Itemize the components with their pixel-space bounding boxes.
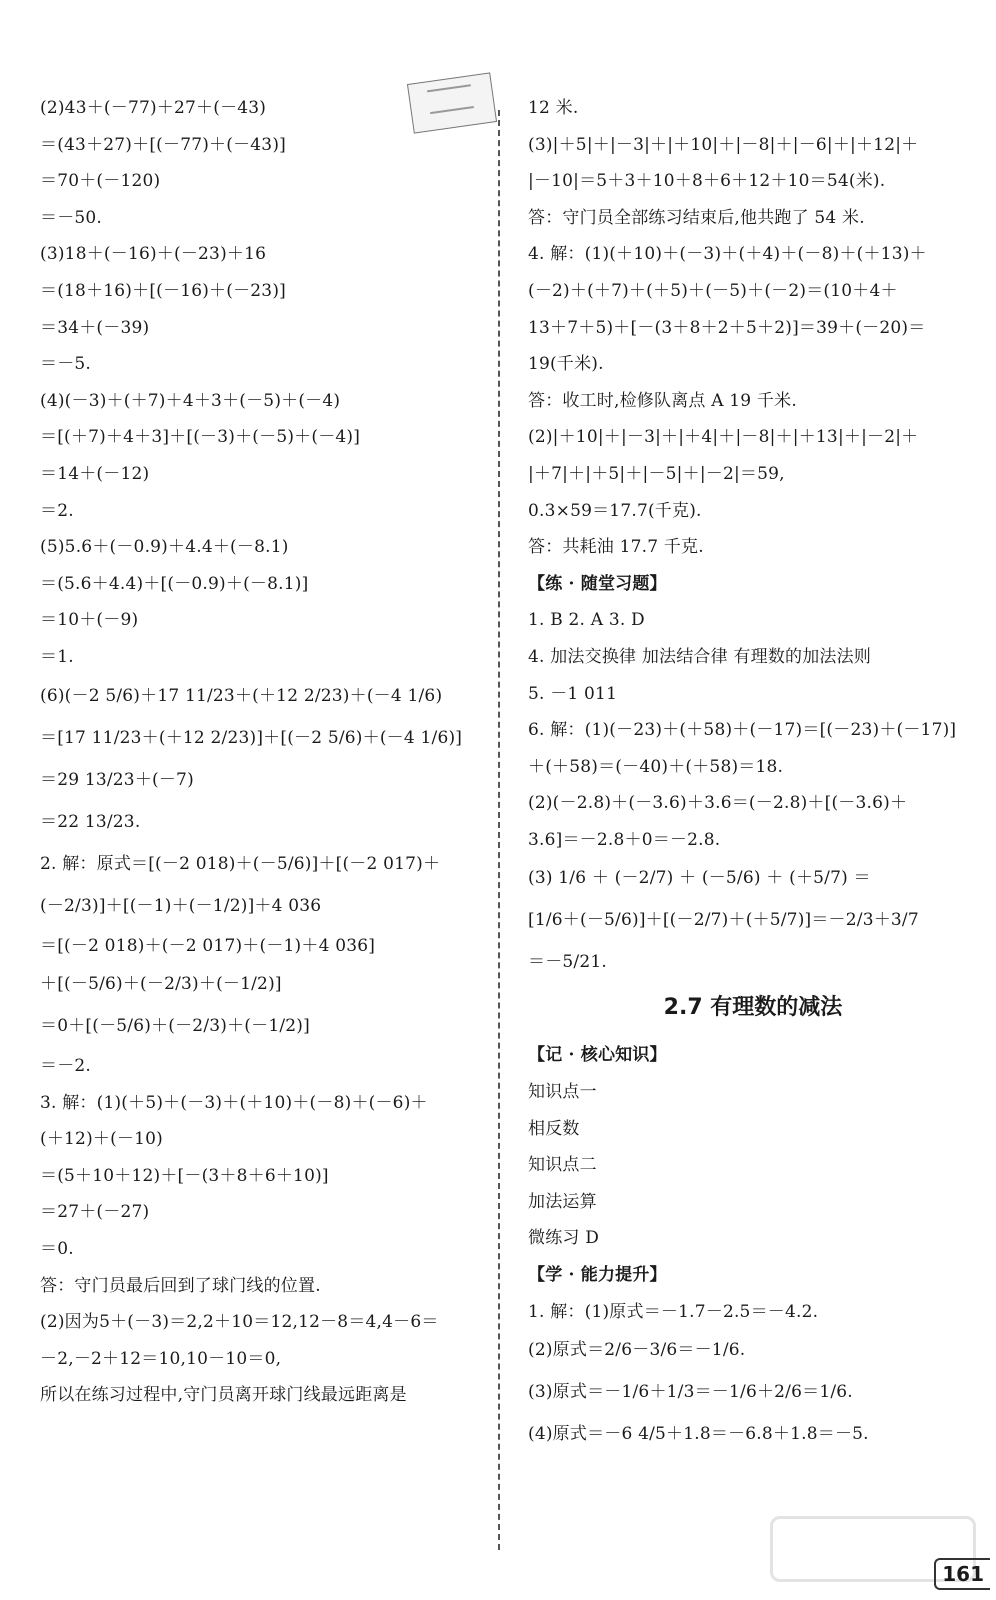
text-line: 知识点二 (528, 1155, 597, 1176)
text-line: ＝34＋(－39) (40, 317, 150, 338)
text-line: (3)原式＝－1/6＋1/3＝－1/6＋2/6＝1/6. (528, 1382, 853, 1403)
text-line: 答：收工时,检修队离点 A 19 千米. (528, 390, 797, 411)
left-lines (40, 96, 490, 1407)
text-line: 3. 解：(1)(＋5)＋(－3)＋(＋10)＋(－8)＋(－6)＋ (40, 1092, 428, 1113)
text-line: (6)(－2 5/6)＋17 11/23＋(＋12 2/23)＋(－4 1/6) (40, 685, 443, 706)
text-line: ＝10＋(－9) (40, 610, 139, 631)
text-line: (2)43＋(－77)＋27＋(－43) (40, 98, 267, 118)
text-line: ＝(43＋27)＋[(－77)＋(－43)] (40, 134, 286, 155)
text-line: [1/6＋(－5/6)]＋[(－2/7)＋(＋5/7)]＝－2/3＋3/7 (528, 910, 919, 931)
text-line: ＝70＋(－120) (40, 171, 161, 192)
text-line: (2)原式＝2/6－3/6＝－1/6. (528, 1340, 746, 1361)
text-line: (4)(－3)＋(＋7)＋4＋3＋(－5)＋(－4) (40, 390, 341, 411)
text-line: 答：守门员最后回到了球门线的位置. (40, 1275, 321, 1296)
text-line: 【练 · 随堂习题】 (528, 573, 667, 594)
text-line: －2,－2＋12＝10,10－10＝0, (40, 1348, 282, 1369)
right-lines-2 (528, 1043, 978, 1448)
text-line: 4. 加法交换律 加法结合律 有理数的加法法则 (528, 646, 872, 667)
right-lines (528, 96, 978, 976)
right-column (528, 96, 978, 1462)
text-line: (－2/3)]＋[(－1)＋(－1/2)]＋4 036 (40, 895, 322, 916)
text-line: 知识点一 (528, 1082, 597, 1103)
text-line: ＝[(＋7)＋4＋3]＋[(－3)＋(－5)＋(－4)] (40, 427, 361, 448)
text-line: 【学 · 能力提升】 (528, 1265, 667, 1286)
text-line: 0.3×59＝17.7(千克). (528, 500, 702, 521)
text-line: 4. 解：(1)(＋10)＋(－3)＋(＋4)＋(－8)＋(＋13)＋ (528, 244, 927, 265)
text-line: (3)18＋(－16)＋(－23)＋16 (40, 244, 267, 265)
section-heading: 2.7 有理数的减法 (663, 995, 843, 1021)
text-line: 3.6]＝－2.8＋0＝－2.8. (528, 829, 721, 850)
text-line: ＝－5. (40, 354, 92, 375)
text-line: ＝[(－2 018)＋(－2 017)＋(－1)＋4 036] (40, 935, 376, 956)
text-line: (2)|＋10|＋|－3|＋|＋4|＋|－8|＋|＋13|＋|－2|＋ (528, 427, 919, 448)
text-line: ＝(5.6＋4.4)＋[(－0.9)＋(－8.1)] (40, 573, 309, 594)
text-line: (3) 1/6 ＋ (－2/7) ＋ (－5/6) ＋ (＋5/7) ＝ (528, 868, 871, 889)
text-line: 答：守门员全部练习结束后,他共跑了 54 米. (528, 207, 865, 228)
text-line: (5)5.6＋(－0.9)＋4.4＋(－8.1) (40, 537, 289, 558)
text-line: 19(千米). (528, 354, 604, 375)
text-line: 6. 解：(1)(－23)＋(＋58)＋(－17)＝[(－23)＋(－17)] (528, 720, 957, 741)
column-divider (498, 110, 500, 1550)
text-line: (－2)＋(＋7)＋(＋5)＋(－5)＋(－2)＝(10＋4＋ (528, 280, 898, 301)
text-line: 13＋7＋5)＋[－(3＋8＋2＋5＋2)]＝39＋(－20)＝ (528, 317, 926, 338)
left-column (40, 96, 490, 1420)
text-line: 1. B 2. A 3. D (528, 610, 645, 631)
text-line: ＝－2. (40, 1056, 92, 1077)
text-line: (4)原式＝－6 4/5＋1.8＝－6.8＋1.8＝－5. (528, 1424, 869, 1445)
text-line: |－10|＝5＋3＋10＋8＋6＋12＋10＝54(米). (528, 171, 886, 192)
text-line: 微练习 D (528, 1228, 600, 1249)
text-line: 所以在练习过程中,守门员离开球门线最远距离是 (40, 1385, 407, 1406)
text-line: ＝2. (40, 500, 74, 521)
text-line: ＝0＋[(－5/6)＋(－2/3)＋(－1/2)] (40, 1016, 310, 1037)
page-number: 161 (934, 1558, 990, 1590)
text-line: (2)因为5＋(－3)＝2,2＋10＝12,12－8＝4,4－6＝ (40, 1312, 439, 1333)
text-line: 加法运算 (528, 1191, 597, 1212)
text-line: |＋7|＋|＋5|＋|－5|＋|－2|＝59, (528, 463, 785, 484)
text-line: 1. 解：(1)原式＝－1.7－2.5＝－4.2. (528, 1301, 819, 1322)
text-line: ＋[(－5/6)＋(－2/3)＋(－1/2)] (40, 974, 282, 995)
text-line: ＝14＋(－12) (40, 463, 150, 484)
text-line: 5. －1 011 (528, 683, 618, 704)
text-line: ＝27＋(－27) (40, 1202, 150, 1223)
text-line: 相反数 (528, 1118, 580, 1139)
text-line: ＝－5/21. (528, 952, 607, 973)
text-line: ＝1. (40, 646, 74, 667)
text-line: 12 米. (528, 98, 579, 118)
text-line: ＝[17 11/23＋(＋12 2/23)]＋[(－2 5/6)＋(－4 1/6)] (40, 727, 463, 748)
text-line: (3)|＋5|＋|－3|＋|＋10|＋|－8|＋|－6|＋|＋12|＋ (528, 134, 919, 155)
text-line: ＝29 13/23＋(－7) (40, 769, 194, 790)
text-line: ＝(18＋16)＋[(－16)＋(－23)] (40, 280, 286, 301)
text-line: 2. 解：原式＝[(－2 018)＋(－5/6)]＋[(－2 017)＋ (40, 853, 441, 874)
text-line: (＋12)＋(－10) (40, 1129, 163, 1150)
text-line: ＋(＋58)＝(－40)＋(＋58)＝18. (528, 756, 784, 777)
text-line: ＝－50. (40, 207, 103, 228)
text-line: ＝0. (40, 1239, 74, 1260)
text-line: ＝(5＋10＋12)＋[－(3＋8＋6＋10)] (40, 1165, 329, 1186)
text-line: (2)(－2.8)＋(－3.6)＋3.6＝(－2.8)＋[(－3.6)＋ (528, 793, 908, 814)
text-line: ＝22 13/23. (40, 811, 141, 832)
text-line: 答：共耗油 17.7 千克. (528, 537, 704, 558)
text-line: 【记 · 核心知识】 (528, 1045, 667, 1066)
